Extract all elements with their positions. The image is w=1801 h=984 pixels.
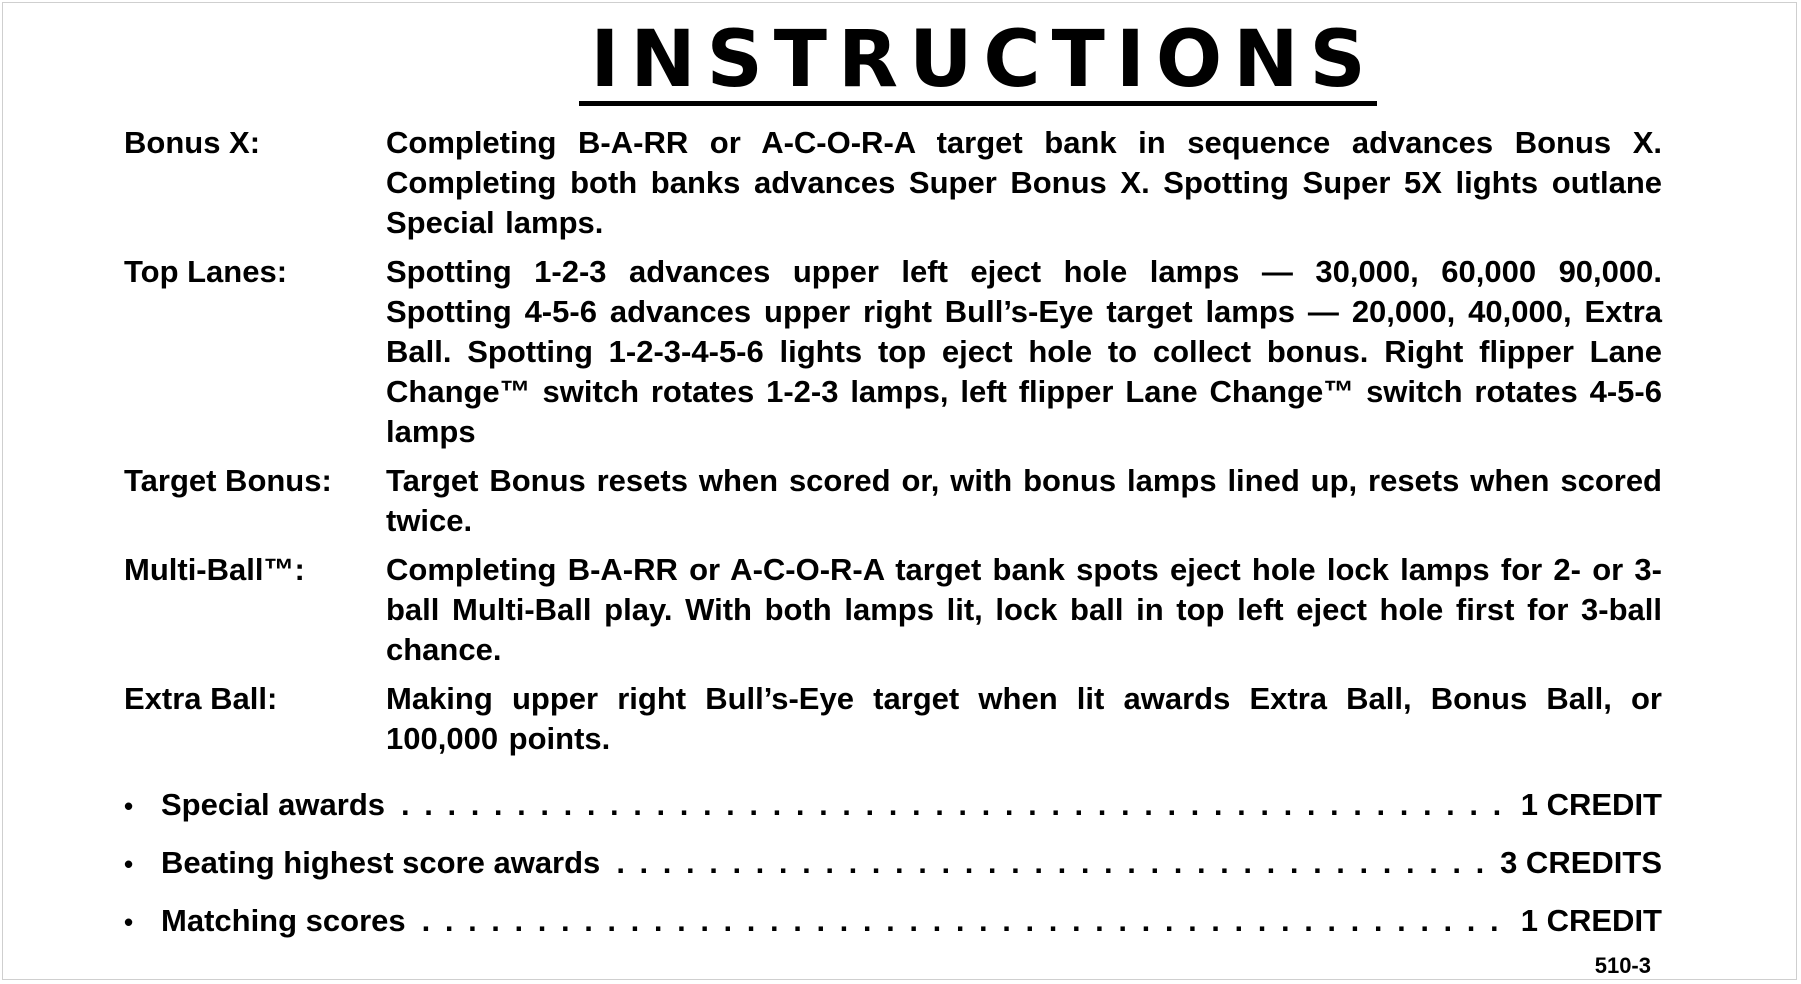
rule-row [124, 252, 1662, 452]
bullet-icon: • [124, 849, 134, 879]
rule-text: Completing B-A-RR or A-C-O-R-A target bank spots eject hole lock lamps for 2- or 3-ball Multi-Ball play. With both lamps lit, lock ball in top left eject hole first for 3-ball chance. [386, 552, 1662, 667]
bullet-icon: • [124, 907, 134, 937]
rule-label: Bonus X: [124, 125, 261, 160]
award-value: 1 CREDIT [1520, 787, 1662, 822]
award-name: Matching scores [161, 903, 406, 938]
page-title [3, 15, 1801, 106]
rule-text: Target Bonus resets when scored or, with bonus lamps lined up, resets when scored twice. [386, 463, 1662, 538]
card-code: 510-3 [1594, 953, 1651, 978]
dot-leader [401, 785, 1509, 825]
bullet-icon: • [124, 791, 134, 821]
awards-list [124, 785, 1662, 959]
award-row [124, 901, 1662, 959]
rule-row [124, 123, 1662, 243]
rule-row [124, 550, 1662, 670]
dot-leader [422, 901, 1509, 941]
award-row [124, 843, 1662, 901]
rule-label: Multi-Ball™: [124, 552, 305, 587]
rule-label: Target Bonus: [124, 463, 332, 498]
dot-leader [616, 843, 1488, 883]
rules-list [124, 123, 1662, 768]
award-name: Beating highest score awards [161, 845, 601, 880]
rule-text: Spotting 1-2-3 advances upper left eject hole lamps — 30,000, 60,000 90,000. Spotting 4-5-6 advances upper right Bull’s-Eye target lamps — 20,000, 40,000, Extra Ball. Spotting 1-2-3-4-5-6 lights top eject hole to collect bonus. Right flipper Lane Change™ switch rotates 1-2-3 lamps, left flipper Lane Change™ switch rotates 4-5-6 lamps [386, 254, 1662, 449]
rule-text: Making upper right Bull’s-Eye target when lit awards Extra Ball, Bonus Ball, or 100,000 points. [386, 681, 1662, 756]
award-row [124, 785, 1662, 843]
rule-label: Extra Ball: [124, 681, 278, 716]
title-text: INSTRUCTIONS [579, 21, 1376, 106]
rule-row [124, 461, 1662, 541]
rule-label: Top Lanes: [124, 254, 288, 289]
award-value: 3 CREDITS [1500, 845, 1662, 880]
rule-text: Completing B-A-RR or A-C-O-R-A target bank in sequence advances Bonus X. Completing both banks advances Super Bonus X. Spotting Super 5X lights outlane Special lamps. [386, 125, 1662, 240]
rule-row [124, 679, 1662, 759]
award-name: Special awards [161, 787, 386, 822]
instruction-card [2, 2, 1797, 980]
award-value: 1 CREDIT [1520, 903, 1662, 938]
